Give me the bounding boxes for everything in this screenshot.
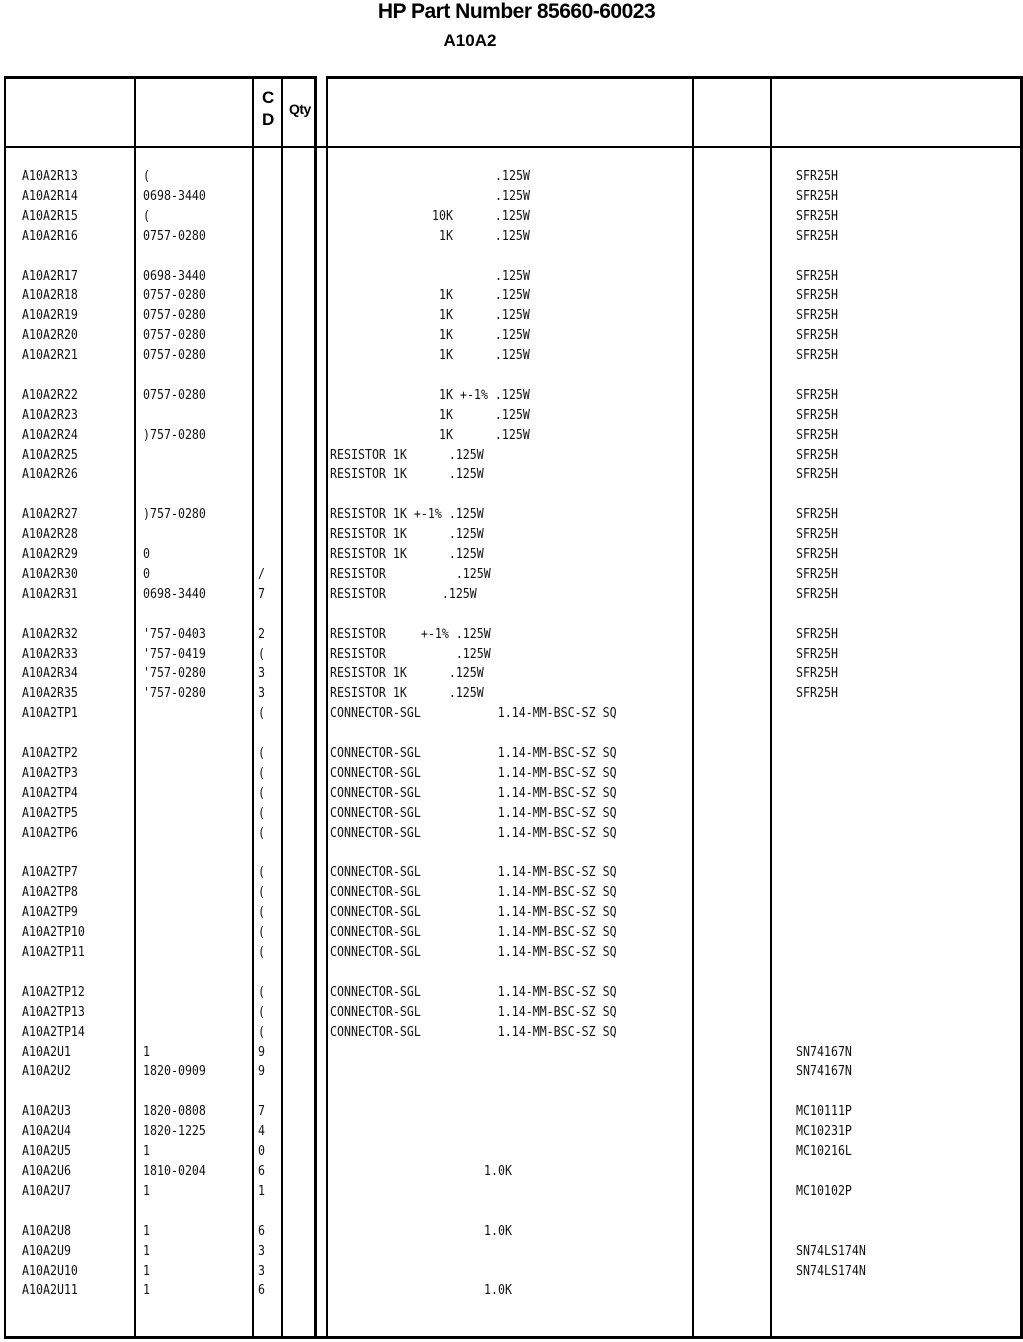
ref-designator-cell: A10A2R20 — [22, 327, 78, 343]
part-number-cell: '757-0280 — [143, 685, 206, 701]
mfr-part-number-cell: SFR25H — [796, 228, 838, 244]
ref-designator-cell: A10A2TP11 — [22, 944, 85, 960]
check-digit-cell: ( — [258, 1024, 266, 1040]
header-qty: Qty — [289, 101, 311, 117]
description-cell: CONNECTOR-SGL 1.14-MM-BSC-SZ SQ — [330, 924, 617, 940]
part-number-cell: 1 — [143, 1044, 151, 1060]
description-cell: RESISTOR 1K .125W — [330, 665, 484, 681]
mfr-part-number-cell: SFR25H — [796, 685, 838, 701]
ref-designator-cell: A10A2TP6 — [22, 825, 78, 841]
description-cell: CONNECTOR-SGL 1.14-MM-BSC-SZ SQ — [330, 825, 617, 841]
ref-designator-cell: A10A2R33 — [22, 646, 78, 662]
part-number-cell: )757-0280 — [143, 427, 206, 443]
description-cell: RESISTOR .125W — [330, 586, 477, 602]
check-digit-cell: 7 — [258, 1103, 266, 1119]
description-cell: RESISTOR .125W — [330, 646, 491, 662]
mfr-part-number-cell: SFR25H — [796, 168, 838, 184]
mfr-part-number-cell: SFR25H — [796, 466, 838, 482]
part-number-cell: 1 — [143, 1263, 151, 1279]
ref-designator-cell: A10A2TP5 — [22, 805, 78, 821]
mfr-part-number-cell: SFR25H — [796, 327, 838, 343]
ref-designator-cell: A10A2R22 — [22, 387, 78, 403]
check-digit-cell: ( — [258, 944, 266, 960]
description-cell: .125W — [495, 188, 531, 204]
ref-designator-cell: A10A2R30 — [22, 566, 78, 582]
ref-designator-cell: A10A2TP3 — [22, 765, 78, 781]
ref-designator-cell: A10A2R31 — [22, 586, 78, 602]
ref-designator-cell: A10A2U2 — [22, 1063, 71, 1079]
description-cell: 1K .125W — [439, 427, 531, 443]
ref-designator-cell: A10A2R16 — [22, 228, 78, 244]
description-cell: 1K .125W — [439, 228, 531, 244]
mfr-part-number-cell: MC10216L — [796, 1143, 852, 1159]
description-cell: 10K .125W — [432, 208, 531, 224]
ref-designator-cell: A10A2TP14 — [22, 1024, 85, 1040]
ref-designator-cell: A10A2R17 — [22, 268, 78, 284]
part-number-cell: 1820-1225 — [143, 1123, 206, 1139]
mfr-part-number-cell: SFR25H — [796, 287, 838, 303]
mfr-part-number-cell: SFR25H — [796, 188, 838, 204]
description-cell: 1K .125W — [439, 307, 531, 323]
mfr-part-number-cell: SFR25H — [796, 268, 838, 284]
description-cell: CONNECTOR-SGL 1.14-MM-BSC-SZ SQ — [330, 1004, 617, 1020]
part-number-cell: 0698-3440 — [143, 188, 206, 204]
part-number-cell: 1810-0204 — [143, 1163, 206, 1179]
ref-designator-cell: A10A2TP10 — [22, 924, 85, 940]
check-digit-cell: / — [258, 566, 266, 582]
check-digit-cell: ( — [258, 825, 266, 841]
description-cell: 1K +-1% .125W — [439, 387, 531, 403]
part-number-cell: 1 — [143, 1183, 151, 1199]
ref-designator-cell: A10A2R29 — [22, 546, 78, 562]
description-cell: CONNECTOR-SGL 1.14-MM-BSC-SZ SQ — [330, 1024, 617, 1040]
part-number-cell: '757-0280 — [143, 665, 206, 681]
check-digit-cell: ( — [258, 884, 266, 900]
part-number-cell: 0757-0280 — [143, 287, 206, 303]
check-digit-cell: 6 — [258, 1163, 266, 1179]
check-digit-cell: 2 — [258, 626, 266, 642]
ref-designator-cell: A10A2TP12 — [22, 984, 85, 1000]
check-digit-cell: ( — [258, 1004, 266, 1020]
mfr-part-number-cell: SFR25H — [796, 546, 838, 562]
ref-designator-cell: A10A2R32 — [22, 626, 78, 642]
description-cell: RESISTOR 1K .125W — [330, 546, 484, 562]
description-cell: CONNECTOR-SGL 1.14-MM-BSC-SZ SQ — [330, 785, 617, 801]
part-number-cell: 1 — [143, 1282, 151, 1298]
part-number-cell: '757-0419 — [143, 646, 206, 662]
description-cell: RESISTOR .125W — [330, 566, 491, 582]
description-cell: RESISTOR 1K +-1% .125W — [330, 506, 484, 522]
check-digit-cell: ( — [258, 924, 266, 940]
ref-designator-cell: A10A2R35 — [22, 685, 78, 701]
check-digit-cell: 9 — [258, 1063, 266, 1079]
page-title: HP Part Number 85660-60023 — [377, 0, 656, 23]
check-digit-cell: 3 — [258, 665, 266, 681]
check-digit-cell: 4 — [258, 1123, 266, 1139]
ref-designator-cell: A10A2R26 — [22, 466, 78, 482]
part-number-cell: )757-0280 — [143, 506, 206, 522]
part-number-cell: 1 — [143, 1243, 151, 1259]
description-cell: 1.0K — [484, 1163, 512, 1179]
ref-designator-cell: A10A2U9 — [22, 1243, 71, 1259]
check-digit-cell: ( — [258, 904, 266, 920]
check-digit-cell: ( — [258, 745, 266, 761]
ref-designator-cell: A10A2R14 — [22, 188, 78, 204]
description-cell: .125W — [495, 268, 531, 284]
part-number-cell: ( — [143, 168, 151, 184]
description-cell: .125W — [495, 168, 531, 184]
ref-designator-cell: A10A2R27 — [22, 506, 78, 522]
description-cell: 1.0K — [484, 1282, 512, 1298]
part-number-cell: 0757-0280 — [143, 347, 206, 363]
ref-designator-cell: A10A2R21 — [22, 347, 78, 363]
mfr-part-number-cell: SFR25H — [796, 626, 838, 642]
ref-designator-cell: A10A2U3 — [22, 1103, 71, 1119]
part-number-cell: '757-0403 — [143, 626, 206, 642]
ref-designator-cell: A10A2TP1 — [22, 705, 78, 721]
header-cd-d: D — [262, 110, 275, 129]
part-number-cell: 0698-3440 — [143, 268, 206, 284]
mfr-part-number-cell: SFR25H — [796, 566, 838, 582]
description-cell: CONNECTOR-SGL 1.14-MM-BSC-SZ SQ — [330, 705, 617, 721]
part-number-cell: 0 — [143, 546, 151, 562]
mfr-part-number-cell: SFR25H — [796, 387, 838, 403]
mfr-part-number-cell: SFR25H — [796, 646, 838, 662]
ref-designator-cell: A10A2TP4 — [22, 785, 78, 801]
mfr-part-number-cell: SN74167N — [796, 1044, 852, 1060]
part-number-cell: 1 — [143, 1143, 151, 1159]
check-digit-cell: ( — [258, 646, 266, 662]
check-digit-cell: 9 — [258, 1044, 266, 1060]
mfr-part-number-cell: SFR25H — [796, 526, 838, 542]
mfr-part-number-cell: SN74LS174N — [796, 1263, 866, 1279]
mfr-part-number-cell: SFR25H — [796, 407, 838, 423]
description-cell: CONNECTOR-SGL 1.14-MM-BSC-SZ SQ — [330, 745, 617, 761]
part-number-cell: 1 — [143, 1223, 151, 1239]
part-number-cell: 1820-0909 — [143, 1063, 206, 1079]
header-cd-c: C — [262, 88, 275, 107]
ref-designator-cell: A10A2U6 — [22, 1163, 71, 1179]
mfr-part-number-cell: SFR25H — [796, 665, 838, 681]
ref-designator-cell: A10A2R13 — [22, 168, 78, 184]
part-number-cell: 0 — [143, 566, 151, 582]
description-cell: RESISTOR 1K .125W — [330, 685, 484, 701]
description-cell: 1K .125W — [439, 407, 531, 423]
mfr-part-number-cell: MC10231P — [796, 1123, 852, 1139]
description-cell: CONNECTOR-SGL 1.14-MM-BSC-SZ SQ — [330, 805, 617, 821]
ref-designator-cell: A10A2U11 — [22, 1282, 78, 1298]
description-cell: CONNECTOR-SGL 1.14-MM-BSC-SZ SQ — [330, 864, 617, 880]
mfr-part-number-cell: SFR25H — [796, 427, 838, 443]
description-cell: 1.0K — [484, 1223, 512, 1239]
check-digit-cell: 3 — [258, 1243, 266, 1259]
mfr-part-number-cell: SN74LS174N — [796, 1243, 866, 1259]
description-cell: RESISTOR 1K .125W — [330, 466, 484, 482]
part-number-cell: 0757-0280 — [143, 228, 206, 244]
ref-designator-cell: A10A2U8 — [22, 1223, 71, 1239]
description-cell: RESISTOR 1K .125W — [330, 447, 484, 463]
check-digit-cell: 6 — [258, 1282, 266, 1298]
description-cell: 1K .125W — [439, 327, 531, 343]
description-cell: CONNECTOR-SGL 1.14-MM-BSC-SZ SQ — [330, 984, 617, 1000]
ref-designator-cell: A10A2TP7 — [22, 864, 78, 880]
check-digit-cell: ( — [258, 984, 266, 1000]
description-cell: RESISTOR 1K .125W — [330, 526, 484, 542]
check-digit-cell: ( — [258, 785, 266, 801]
check-digit-cell: ( — [258, 805, 266, 821]
description-cell: 1K .125W — [439, 287, 531, 303]
check-digit-cell: ( — [258, 864, 266, 880]
part-number-cell: 0757-0280 — [143, 307, 206, 323]
mfr-part-number-cell: SFR25H — [796, 506, 838, 522]
ref-designator-cell: A10A2R19 — [22, 307, 78, 323]
ref-designator-cell: A10A2R28 — [22, 526, 78, 542]
part-number-cell: ( — [143, 208, 151, 224]
check-digit-cell: 7 — [258, 586, 266, 602]
check-digit-cell: 3 — [258, 685, 266, 701]
check-digit-cell: 0 — [258, 1143, 266, 1159]
description-cell: 1K .125W — [439, 347, 531, 363]
description-cell: CONNECTOR-SGL 1.14-MM-BSC-SZ SQ — [330, 884, 617, 900]
check-digit-cell: 6 — [258, 1223, 266, 1239]
ref-designator-cell: A10A2R15 — [22, 208, 78, 224]
mfr-part-number-cell: SN74167N — [796, 1063, 852, 1079]
mfr-part-number-cell: MC10111P — [796, 1103, 852, 1119]
ref-designator-cell: A10A2R34 — [22, 665, 78, 681]
description-cell: CONNECTOR-SGL 1.14-MM-BSC-SZ SQ — [330, 765, 617, 781]
check-digit-cell: 3 — [258, 1263, 266, 1279]
ref-designator-cell: A10A2U1 — [22, 1044, 71, 1060]
description-cell: CONNECTOR-SGL 1.14-MM-BSC-SZ SQ — [330, 904, 617, 920]
part-number-cell: 1820-0808 — [143, 1103, 206, 1119]
part-number-cell: 0757-0280 — [143, 327, 206, 343]
description-cell: CONNECTOR-SGL 1.14-MM-BSC-SZ SQ — [330, 944, 617, 960]
check-digit-cell: ( — [258, 765, 266, 781]
check-digit-cell: ( — [258, 705, 266, 721]
ref-designator-cell: A10A2TP13 — [22, 1004, 85, 1020]
mfr-part-number-cell: SFR25H — [796, 586, 838, 602]
ref-designator-cell: A10A2U4 — [22, 1123, 71, 1139]
description-cell: RESISTOR +-1% .125W — [330, 626, 491, 642]
ref-designator-cell: A10A2R24 — [22, 427, 78, 443]
assembly-label: A10A2 — [443, 31, 497, 50]
ref-designator-cell: A10A2R25 — [22, 447, 78, 463]
ref-designator-cell: A10A2TP2 — [22, 745, 78, 761]
part-number-cell: 0698-3440 — [143, 586, 206, 602]
ref-designator-cell: A10A2R18 — [22, 287, 78, 303]
ref-designator-cell: A10A2U10 — [22, 1263, 78, 1279]
ref-designator-cell: A10A2TP8 — [22, 884, 78, 900]
mfr-part-number-cell: SFR25H — [796, 307, 838, 323]
mfr-part-number-cell: SFR25H — [796, 208, 838, 224]
mfr-part-number-cell: MC10102P — [796, 1183, 852, 1199]
mfr-part-number-cell: SFR25H — [796, 347, 838, 363]
ref-designator-cell: A10A2U5 — [22, 1143, 71, 1159]
part-number-cell: 0757-0280 — [143, 387, 206, 403]
mfr-part-number-cell: SFR25H — [796, 447, 838, 463]
ref-designator-cell: A10A2R23 — [22, 407, 78, 423]
ref-designator-cell: A10A2TP9 — [22, 904, 78, 920]
check-digit-cell: 1 — [258, 1183, 266, 1199]
ref-designator-cell: A10A2U7 — [22, 1183, 71, 1199]
